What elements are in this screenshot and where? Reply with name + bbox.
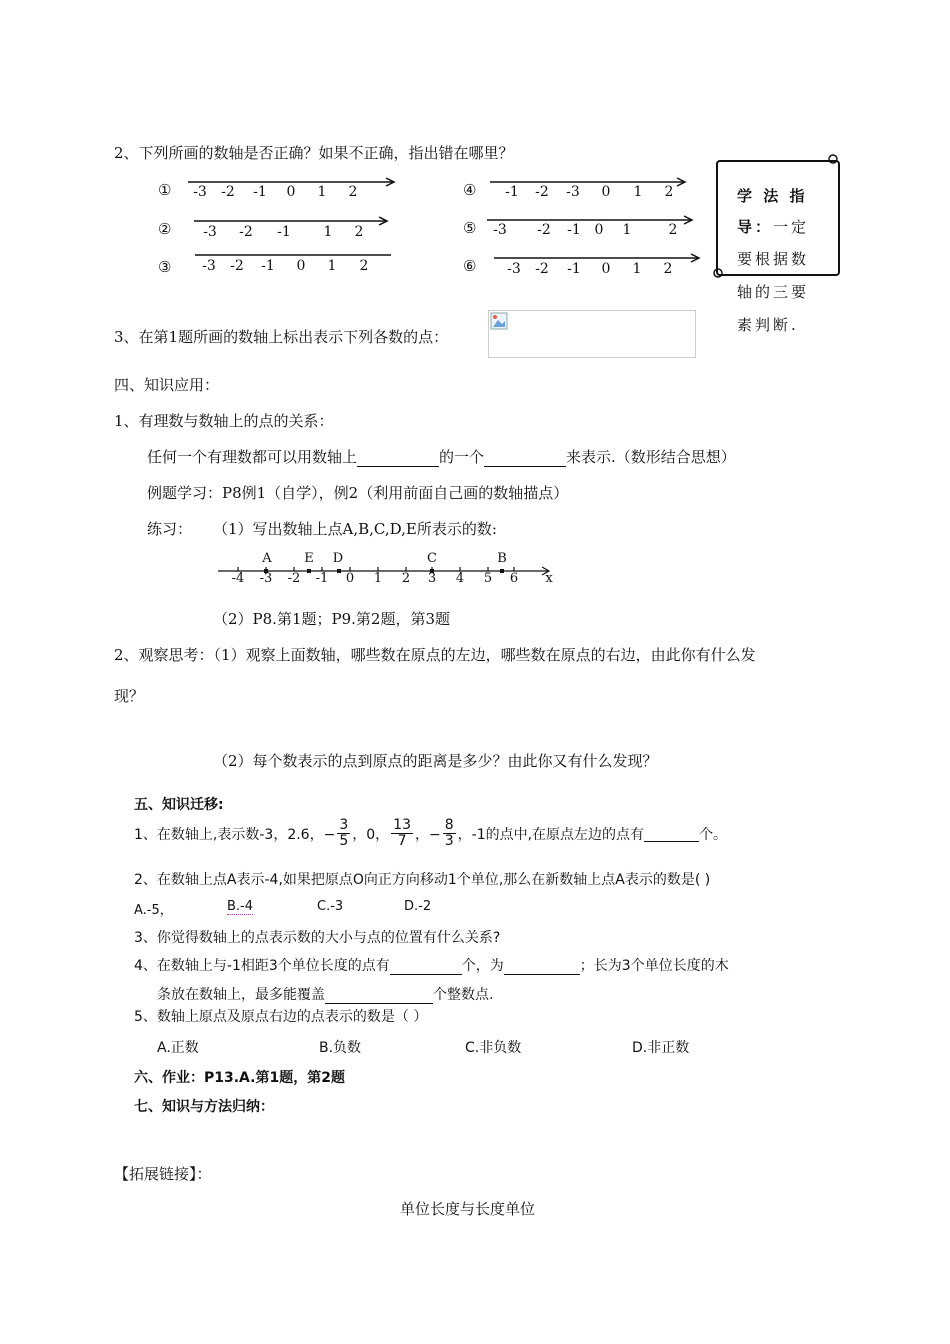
axis-2-label: -1	[277, 224, 291, 240]
tick-label: 0	[345, 571, 355, 586]
s4-p2-a: 2、观察思考：（1）观察上面数轴，哪些数在原点的左边，哪些数在原点的右边，由此你有什么发	[114, 646, 756, 664]
axis-2-label: 2	[354, 224, 364, 240]
axis-1-label: 2	[348, 184, 358, 200]
tick-label: 3	[427, 571, 437, 586]
tip-line-2: 导：一定	[737, 218, 810, 236]
axis-3-label: 2	[359, 258, 369, 274]
axis-5-label: 2	[668, 222, 678, 238]
section-4-title: 四、知识应用：	[114, 376, 220, 394]
tick-label: -2	[287, 571, 301, 586]
s5-q4-line-1: 4、在数轴上与-1相距3个单位长度的点有 个，为 ；长为3个单位长度的木	[134, 958, 729, 974]
q2-text: 2、下列所画的数轴是否正确？如果不正确，指出错在哪里？	[114, 144, 514, 162]
answer-blank[interactable]	[357, 466, 439, 467]
axis-5-marker: ⑤	[463, 219, 477, 237]
tip-line-1: 学 法 指	[737, 187, 808, 205]
s5-q5-option-b: B.负数	[319, 1040, 362, 1056]
axis-1-label: -1	[253, 184, 267, 200]
axis-6-marker: ⑥	[463, 257, 477, 275]
axis-5-line	[487, 214, 697, 228]
axis-6-label: 0	[601, 261, 611, 277]
point-label: D	[332, 551, 344, 566]
section-7-title: 七、知识与方法归纳：	[134, 1099, 274, 1115]
answer-blank[interactable]	[644, 825, 699, 842]
scroll-curl-icon	[711, 266, 725, 280]
axis-4-label: 0	[601, 184, 611, 200]
s5-q4-line-2: 条放在数轴上，最多能覆盖 个整数点.	[157, 987, 494, 1003]
q3-text: 3、在第1题所画的数轴上标出表示下列各数的点：	[114, 328, 449, 346]
extension-title: 【拓展链接】：	[114, 1165, 212, 1183]
s5-q5-option-d: D.非正数	[632, 1040, 690, 1056]
axis-3-marker: ③	[158, 258, 172, 276]
s4-p2-c: （2）每个数表示的点到原点的距离是多少？由此你又有什么发现？	[213, 752, 658, 770]
axis-1-label: -2	[221, 184, 235, 200]
tip-line-5: 素判断.	[737, 316, 799, 334]
s5-q2-option-b: B.-4	[227, 899, 254, 914]
s4-p1-line: 任何一个有理数都可以用数轴上 的一个 来表示.（数形结合思想）	[147, 448, 736, 466]
answer-blank[interactable]	[504, 958, 580, 975]
broken-image-box	[488, 310, 696, 358]
axis-1-label: -3	[193, 184, 207, 200]
axis-6-label: -1	[567, 261, 581, 277]
axis-4-label: -1	[505, 184, 519, 200]
tick-label: 1	[373, 571, 383, 586]
axis-2-label: 1	[323, 224, 333, 240]
tick-label: -4	[231, 571, 245, 586]
scroll-curl-icon	[826, 152, 840, 166]
axis-3-label: -3	[202, 258, 216, 274]
s5-q2-option-c: C.-3	[317, 899, 344, 914]
s5-q2-option-a: A.-5，	[134, 903, 173, 918]
point-label: E	[304, 551, 314, 566]
tick-label: -3	[259, 571, 273, 586]
axis-1-marker: ①	[158, 181, 172, 199]
s4-example: 例题学习：P8例1（自学），例2（利用前面自己画的数轴描点）	[147, 484, 569, 502]
broken-image-icon	[490, 312, 508, 330]
s5-q5-option-a: A.正数	[157, 1040, 199, 1056]
point-label: C	[427, 551, 437, 566]
axis-3-label: -1	[261, 258, 275, 274]
axis-3-label: 1	[327, 258, 337, 274]
tick-label: 6	[509, 571, 519, 586]
axis-4-marker: ④	[463, 181, 477, 199]
axis-5-label: -1	[567, 222, 581, 238]
section-5-title: 五、知识迁移:	[134, 797, 224, 813]
s5-q2: 2、在数轴上点A表示-4,如果把原点O向正方向移动1个单位,那么在新数轴上点A表示的数是( )	[134, 872, 711, 888]
s5-q1: 1、在数轴上,表示数-3，2.6，− $\frac{3}{5}$ ，0， $\frac{13}{7}$ ，− $\frac{8}{3}$ ，-1的点中,在原点左边的点有 个。	[134, 817, 728, 850]
axis-5-label: 1	[622, 222, 632, 238]
axis-4-label: -3	[566, 184, 580, 200]
axis-6-label: 2	[663, 261, 673, 277]
tick-label: 5	[483, 571, 493, 586]
point-label: A	[262, 551, 272, 566]
axis-6-label: -3	[507, 261, 521, 277]
axis-6-label: 1	[632, 261, 642, 277]
axis-1-label: 0	[286, 184, 296, 200]
axis-5-label: 0	[594, 222, 604, 238]
tick-label: 4	[455, 571, 465, 586]
tick-label: -1	[315, 571, 329, 586]
axis-4-label: 2	[664, 184, 674, 200]
axis-x-label: x	[545, 571, 553, 586]
axis-2-marker: ②	[158, 220, 172, 238]
axis-5-label: -2	[537, 222, 551, 238]
s5-q2-option-d: D.-2	[404, 899, 432, 914]
axis-2-label: -3	[203, 224, 217, 240]
axis-4-label: 1	[633, 184, 643, 200]
s4-p1-title: 1、有理数与数轴上的点的关系：	[114, 412, 334, 430]
axis-4-line	[490, 176, 690, 190]
axis-2-label: -2	[239, 224, 253, 240]
tip-line-3: 要根据数	[737, 250, 810, 268]
point-label: B	[497, 551, 507, 566]
s5-q3: 3、你觉得数轴上的点表示数的大小与点的位置有什么关系?	[134, 930, 501, 946]
axis-4-label: -2	[535, 184, 549, 200]
s4-practice-label: 练习：	[147, 520, 193, 538]
answer-blank[interactable]	[484, 466, 566, 467]
axis-1-label: 1	[317, 184, 327, 200]
s5-q5: 5、数轴上原点及原点右边的点表示的数是（ ）	[134, 1009, 428, 1025]
axis-6-label: -2	[535, 261, 549, 277]
s4-practice-1: （1）写出数轴上点A,B,C,D,E所表示的数:	[213, 520, 497, 538]
extension-subtitle: 单位长度与长度单位	[400, 1200, 536, 1218]
axis-3-label: -2	[230, 258, 244, 274]
tick-label: 2	[401, 571, 411, 586]
axis-6-line	[494, 252, 704, 266]
s4-practice-2: （2）P8.第1题；P9.第2题，第3题	[213, 610, 450, 628]
answer-blank[interactable]	[390, 958, 462, 975]
section-6-title: 六、作业：P13.A.第1题，第2题	[134, 1070, 345, 1086]
axis-3-label: 0	[296, 258, 306, 274]
s4-p2-b: 现？	[114, 687, 145, 705]
answer-blank[interactable]	[325, 987, 433, 1004]
s5-q5-option-c: C.非负数	[465, 1040, 522, 1056]
axis-5-label: -3	[493, 222, 507, 238]
tip-line-4: 轴的三要	[737, 283, 810, 301]
